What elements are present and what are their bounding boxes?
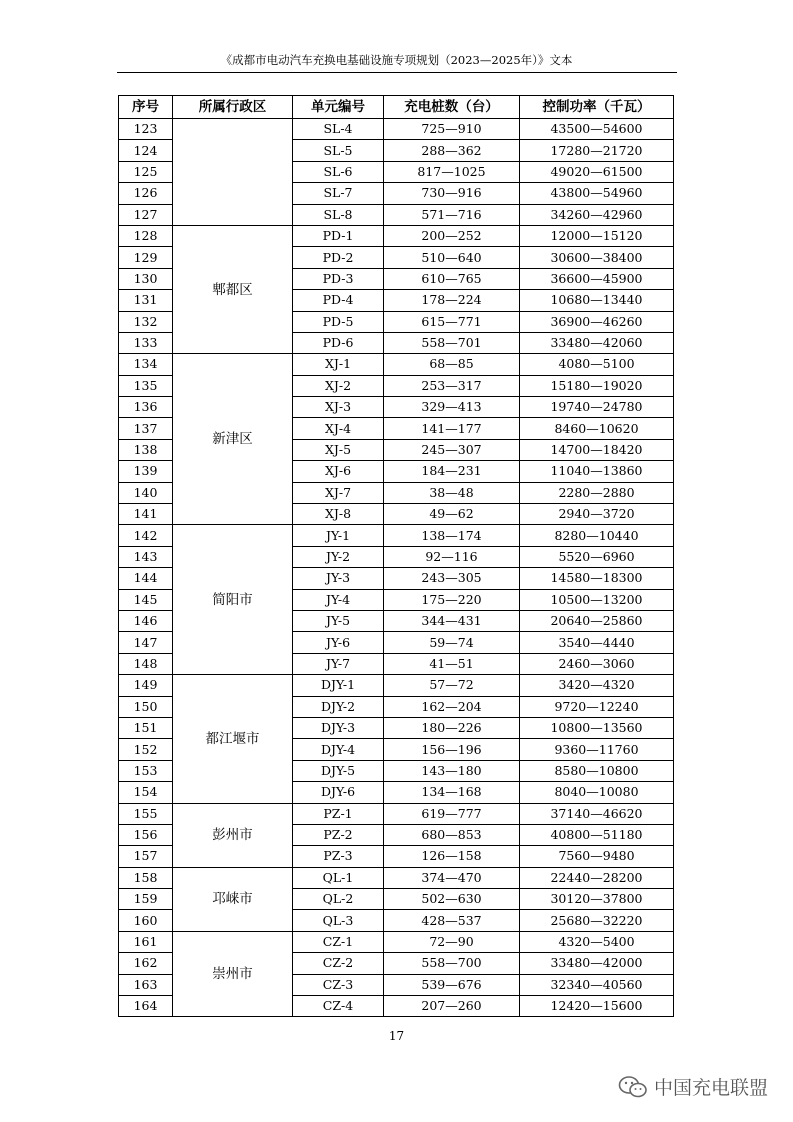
row-index: 154 — [119, 782, 173, 803]
charger-count: 253—317 — [384, 375, 520, 396]
unit-code: DJY-1 — [293, 675, 384, 696]
column-header-power: 控制功率（千瓦） — [520, 96, 674, 119]
unit-code: PZ-2 — [293, 824, 384, 845]
district-cell: 都江堰市 — [173, 675, 293, 803]
table-row — [119, 675, 674, 696]
row-index: 142 — [119, 525, 173, 546]
control-power: 8580—10800 — [520, 760, 674, 781]
control-power: 7560—9480 — [520, 846, 674, 867]
unit-code: SL-8 — [293, 204, 384, 225]
row-index: 152 — [119, 739, 173, 760]
row-index: 137 — [119, 418, 173, 439]
control-power: 22440—28200 — [520, 867, 674, 888]
charger-count: 510—640 — [384, 247, 520, 268]
charger-count: 243—305 — [384, 568, 520, 589]
charger-count: 200—252 — [384, 225, 520, 246]
control-power: 3540—4440 — [520, 632, 674, 653]
charger-count: 558—701 — [384, 332, 520, 353]
unit-code: SL-6 — [293, 161, 384, 182]
row-index: 163 — [119, 974, 173, 995]
table-row — [119, 354, 674, 375]
unit-code: JY-2 — [293, 546, 384, 567]
control-power: 49020—61500 — [520, 161, 674, 182]
wechat-logo-icon — [618, 1075, 648, 1099]
district-cell: 崇州市 — [173, 931, 293, 1017]
unit-code: JY-5 — [293, 610, 384, 631]
charger-count: 41—51 — [384, 653, 520, 674]
unit-code: QL-2 — [293, 889, 384, 910]
unit-code: JY-1 — [293, 525, 384, 546]
control-power: 8280—10440 — [520, 525, 674, 546]
row-index: 138 — [119, 439, 173, 460]
unit-code: PZ-1 — [293, 803, 384, 824]
row-index: 160 — [119, 910, 173, 931]
charger-count: 49—62 — [384, 504, 520, 525]
control-power: 25680—32220 — [520, 910, 674, 931]
row-index: 155 — [119, 803, 173, 824]
row-index: 126 — [119, 183, 173, 204]
charger-count: 610—765 — [384, 268, 520, 289]
column-header-charger-count: 充电桩数（台） — [384, 96, 520, 119]
row-index: 130 — [119, 268, 173, 289]
row-index: 150 — [119, 696, 173, 717]
district-cell: 新津区 — [173, 354, 293, 525]
unit-code: JY-3 — [293, 568, 384, 589]
charger-count: 207—260 — [384, 996, 520, 1017]
unit-code: SL-4 — [293, 119, 384, 140]
control-power: 4320—5400 — [520, 931, 674, 952]
charger-count: 178—224 — [384, 290, 520, 311]
control-power: 15180—19020 — [520, 375, 674, 396]
unit-code: QL-3 — [293, 910, 384, 931]
row-index: 162 — [119, 953, 173, 974]
charger-count: 615—771 — [384, 311, 520, 332]
unit-code: PZ-3 — [293, 846, 384, 867]
control-power: 20640—25860 — [520, 610, 674, 631]
row-index: 125 — [119, 161, 173, 182]
table-row — [119, 525, 674, 546]
charger-count: 374—470 — [384, 867, 520, 888]
control-power: 34260—42960 — [520, 204, 674, 225]
row-index: 123 — [119, 119, 173, 140]
unit-code: PD-1 — [293, 225, 384, 246]
row-index: 161 — [119, 931, 173, 952]
unit-code: XJ-2 — [293, 375, 384, 396]
unit-code: XJ-6 — [293, 461, 384, 482]
control-power: 14700—18420 — [520, 439, 674, 460]
unit-code: DJY-4 — [293, 739, 384, 760]
row-index: 133 — [119, 332, 173, 353]
row-index: 139 — [119, 461, 173, 482]
row-index: 153 — [119, 760, 173, 781]
control-power: 2460—3060 — [520, 653, 674, 674]
control-power: 3420—4320 — [520, 675, 674, 696]
district-cell: 简阳市 — [173, 525, 293, 675]
charger-count: 162—204 — [384, 696, 520, 717]
charger-count: 329—413 — [384, 397, 520, 418]
charger-count: 57—72 — [384, 675, 520, 696]
control-power: 9360—11760 — [520, 739, 674, 760]
unit-code: SL-7 — [293, 183, 384, 204]
control-power: 36900—46260 — [520, 311, 674, 332]
charger-count: 428—537 — [384, 910, 520, 931]
control-power: 17280—21720 — [520, 140, 674, 161]
unit-code: PD-5 — [293, 311, 384, 332]
table-row — [119, 867, 674, 888]
control-power: 10680—13440 — [520, 290, 674, 311]
row-index: 143 — [119, 546, 173, 567]
control-power: 19740—24780 — [520, 397, 674, 418]
charger-count: 184—231 — [384, 461, 520, 482]
table-row — [119, 119, 674, 140]
control-power: 2280—2880 — [520, 482, 674, 503]
unit-code: XJ-3 — [293, 397, 384, 418]
district-cell: 郫都区 — [173, 225, 293, 353]
table-header-row — [119, 96, 674, 119]
unit-code: CZ-2 — [293, 953, 384, 974]
charger-count: 156—196 — [384, 739, 520, 760]
unit-code: CZ-1 — [293, 931, 384, 952]
row-index: 149 — [119, 675, 173, 696]
control-power: 8460—10620 — [520, 418, 674, 439]
unit-code: XJ-4 — [293, 418, 384, 439]
control-power: 5520—6960 — [520, 546, 674, 567]
column-header-index: 序号 — [119, 96, 173, 119]
table-row — [119, 931, 674, 952]
district-cell: 彭州市 — [173, 803, 293, 867]
row-index: 157 — [119, 846, 173, 867]
charger-count: 288—362 — [384, 140, 520, 161]
row-index: 147 — [119, 632, 173, 653]
unit-code: JY-4 — [293, 589, 384, 610]
watermark — [618, 1073, 768, 1100]
charger-count: 138—174 — [384, 525, 520, 546]
unit-code: CZ-4 — [293, 996, 384, 1017]
unit-code: XJ-1 — [293, 354, 384, 375]
watermark-text: 中国充电联盟 — [654, 1077, 769, 1099]
row-index: 124 — [119, 140, 173, 161]
row-index: 151 — [119, 717, 173, 738]
control-power: 14580—18300 — [520, 568, 674, 589]
control-power: 43800—54960 — [520, 183, 674, 204]
unit-code: DJY-6 — [293, 782, 384, 803]
charger-count: 68—85 — [384, 354, 520, 375]
charger-count: 245—307 — [384, 439, 520, 460]
control-power: 30600—38400 — [520, 247, 674, 268]
unit-code: CZ-3 — [293, 974, 384, 995]
control-power: 12000—15120 — [520, 225, 674, 246]
unit-code: PD-3 — [293, 268, 384, 289]
column-header-district: 所属行政区 — [173, 96, 293, 119]
row-index: 164 — [119, 996, 173, 1017]
control-power: 12420—15600 — [520, 996, 674, 1017]
charger-count: 59—74 — [384, 632, 520, 653]
control-power: 2940—3720 — [520, 504, 674, 525]
unit-code: XJ-7 — [293, 482, 384, 503]
charger-count: 38—48 — [384, 482, 520, 503]
charger-count: 72—90 — [384, 931, 520, 952]
row-index: 136 — [119, 397, 173, 418]
unit-code: QL-1 — [293, 867, 384, 888]
charger-count: 680—853 — [384, 824, 520, 845]
charger-count: 817—1025 — [384, 161, 520, 182]
row-index: 145 — [119, 589, 173, 610]
control-power: 32340—40560 — [520, 974, 674, 995]
charger-count: 134—168 — [384, 782, 520, 803]
charging-station-table — [118, 95, 674, 1017]
unit-code: PD-2 — [293, 247, 384, 268]
control-power: 11040—13860 — [520, 461, 674, 482]
control-power: 30120—37800 — [520, 889, 674, 910]
row-index: 128 — [119, 225, 173, 246]
control-power: 33480—42000 — [520, 953, 674, 974]
row-index: 159 — [119, 889, 173, 910]
charger-count: 344—431 — [384, 610, 520, 631]
unit-code: SL-5 — [293, 140, 384, 161]
control-power: 36600—45900 — [520, 268, 674, 289]
charger-count: 126—158 — [384, 846, 520, 867]
charger-count: 558—700 — [384, 953, 520, 974]
row-index: 134 — [119, 354, 173, 375]
row-index: 131 — [119, 290, 173, 311]
control-power: 10500—13200 — [520, 589, 674, 610]
row-index: 156 — [119, 824, 173, 845]
unit-code: PD-6 — [293, 332, 384, 353]
table-row — [119, 803, 674, 824]
control-power: 33480—42060 — [520, 332, 674, 353]
control-power: 10800—13560 — [520, 717, 674, 738]
unit-code: XJ-5 — [293, 439, 384, 460]
row-index: 132 — [119, 311, 173, 332]
control-power: 37140—46620 — [520, 803, 674, 824]
document-header: 《成都市电动汽车充换电基础设施专项规划（2023—2025年）》文本 — [220, 53, 573, 67]
column-header-unit-code: 单元编号 — [293, 96, 384, 119]
charger-count: 619—777 — [384, 803, 520, 824]
page-number: 17 — [388, 1029, 405, 1043]
unit-code: JY-7 — [293, 653, 384, 674]
control-power: 9720—12240 — [520, 696, 674, 717]
charger-count: 571—716 — [384, 204, 520, 225]
unit-code: DJY-5 — [293, 760, 384, 781]
unit-code: PD-4 — [293, 290, 384, 311]
charger-count: 180—226 — [384, 717, 520, 738]
charger-count: 725—910 — [384, 119, 520, 140]
charger-count: 730—916 — [384, 183, 520, 204]
unit-code: XJ-8 — [293, 504, 384, 525]
row-index: 158 — [119, 867, 173, 888]
unit-code: JY-6 — [293, 632, 384, 653]
control-power: 43500—54600 — [520, 119, 674, 140]
unit-code: DJY-3 — [293, 717, 384, 738]
header-divider — [117, 72, 677, 73]
row-index: 146 — [119, 610, 173, 631]
table-row — [119, 225, 674, 246]
charger-count: 539—676 — [384, 974, 520, 995]
charger-count: 143—180 — [384, 760, 520, 781]
control-power: 40800—51180 — [520, 824, 674, 845]
charger-count: 141—177 — [384, 418, 520, 439]
control-power: 8040—10080 — [520, 782, 674, 803]
control-power: 4080—5100 — [520, 354, 674, 375]
district-cell: 邛崃市 — [173, 867, 293, 931]
charger-count: 92—116 — [384, 546, 520, 567]
charger-count: 502—630 — [384, 889, 520, 910]
row-index: 148 — [119, 653, 173, 674]
row-index: 127 — [119, 204, 173, 225]
district-cell — [173, 119, 293, 226]
row-index: 140 — [119, 482, 173, 503]
charger-count: 175—220 — [384, 589, 520, 610]
row-index: 141 — [119, 504, 173, 525]
row-index: 129 — [119, 247, 173, 268]
unit-code: DJY-2 — [293, 696, 384, 717]
row-index: 144 — [119, 568, 173, 589]
row-index: 135 — [119, 375, 173, 396]
